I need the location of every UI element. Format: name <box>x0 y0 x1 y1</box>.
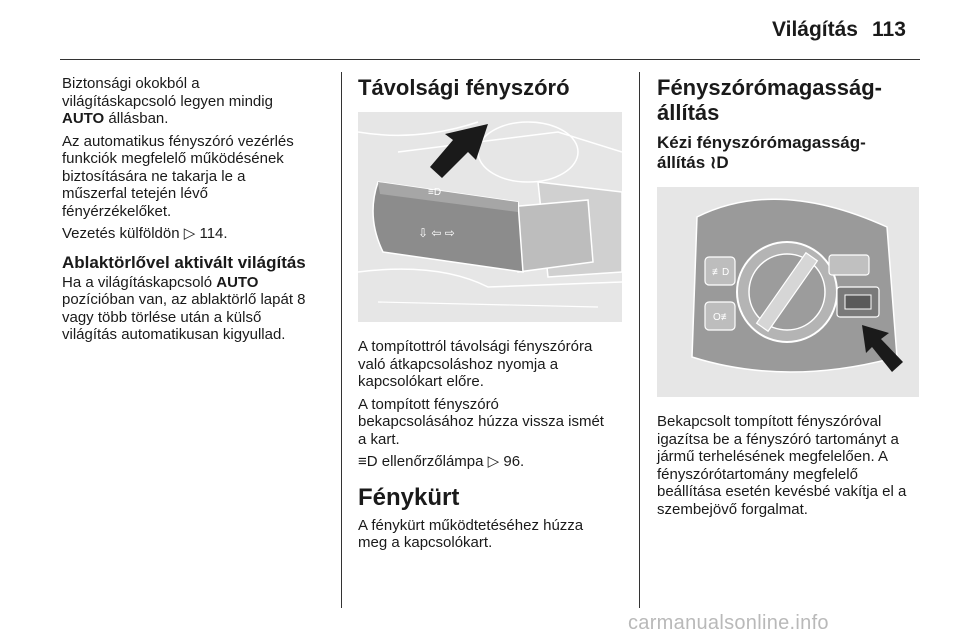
watermark: carmanualsonline.info <box>628 612 829 634</box>
reference-arrow-icon: ▷ <box>183 225 196 242</box>
svg-text:≢D: ≢D <box>712 267 730 278</box>
page-number: 113 <box>872 18 906 41</box>
page-reference[interactable]: 114. <box>199 225 228 242</box>
text: Vezetés külföldön <box>62 225 184 242</box>
paragraph-low-beam-on: A tompított fényszóró bekapcsolásához húzza vissza ismét a kart. <box>358 395 604 448</box>
text: ellenőrzőlámpa <box>377 453 488 470</box>
page-reference[interactable]: 96. <box>503 453 525 470</box>
stalk-illustration <box>358 112 622 322</box>
paragraph-headlight-flash: A fénykürt működtetéséhez húzza meg a kapcsolókart. <box>358 516 584 551</box>
auto-label: AUTO <box>216 273 259 291</box>
column-divider-1 <box>341 72 342 608</box>
paragraph-range-adjust: Bekapcsolt tompított fényszóróval igazítsa be a fényszóró tartományt a jármű terhelésének megfelelően. A fényszórótartomány megfelelő beállítása esetén kevésbé vakítja el a szembejövő forgalmat. <box>657 413 907 518</box>
heading-headlight-range: Fényszórómagasság- állítás <box>657 75 882 125</box>
paragraph-wiper <box>62 274 330 344</box>
text: Biztonsági okokból a világításkapcsoló legyen mindig <box>62 75 273 110</box>
paragraph-safety <box>62 75 330 128</box>
paragraph-abroad <box>62 225 330 243</box>
header-rule <box>60 59 920 60</box>
reference-arrow-icon: ▷ <box>487 453 500 470</box>
auto-label: AUTO <box>62 110 105 127</box>
svg-text:⇩ ⇦ ⇨: ⇩ ⇦ ⇨ <box>418 226 455 240</box>
paragraph-sensors: Az automatikus fényszóró vezérlés funkciók megfelelő működésének biztosítására ne takarja le a műszerfal tetején lévő fényérzékelőket. <box>62 132 294 220</box>
column-3 <box>657 75 925 523</box>
headlight-range-icon: ≀D <box>709 153 729 172</box>
paragraph-high-beam-on: A tompítottról távolsági fényszóróra való átkapcsoláshoz nyomja a kapcsolókart előre. <box>358 338 593 390</box>
svg-text:≡D: ≡D <box>428 187 442 198</box>
page-header-title: Világítás <box>772 18 858 41</box>
heading-wiper-lighting: Ablaktörlővel aktivált világítás <box>62 252 306 272</box>
text: Ha a világításkapcsoló <box>62 273 217 291</box>
paragraph-indicator <box>358 453 628 471</box>
heading-high-beam: Távolsági fényszóró <box>358 75 570 100</box>
svg-text:O≢: O≢ <box>713 312 731 323</box>
column-divider-2 <box>639 72 640 608</box>
column-1 <box>62 75 330 349</box>
heading-headlight-flash: Fénykürt <box>358 483 460 511</box>
text: pozícióban van, az ablaktörlő lapát 8 vagy több törlése után a külső világítás automatikusan kigyullad. <box>62 291 306 343</box>
text: állásban. <box>104 110 169 127</box>
text: Kézi fényszórómagasság- állítás <box>657 133 866 172</box>
light-switch-illustration <box>657 187 919 397</box>
high-beam-indicator-icon: ≡D <box>358 453 378 470</box>
subheading-manual-range <box>657 133 925 173</box>
column-2 <box>358 75 628 557</box>
